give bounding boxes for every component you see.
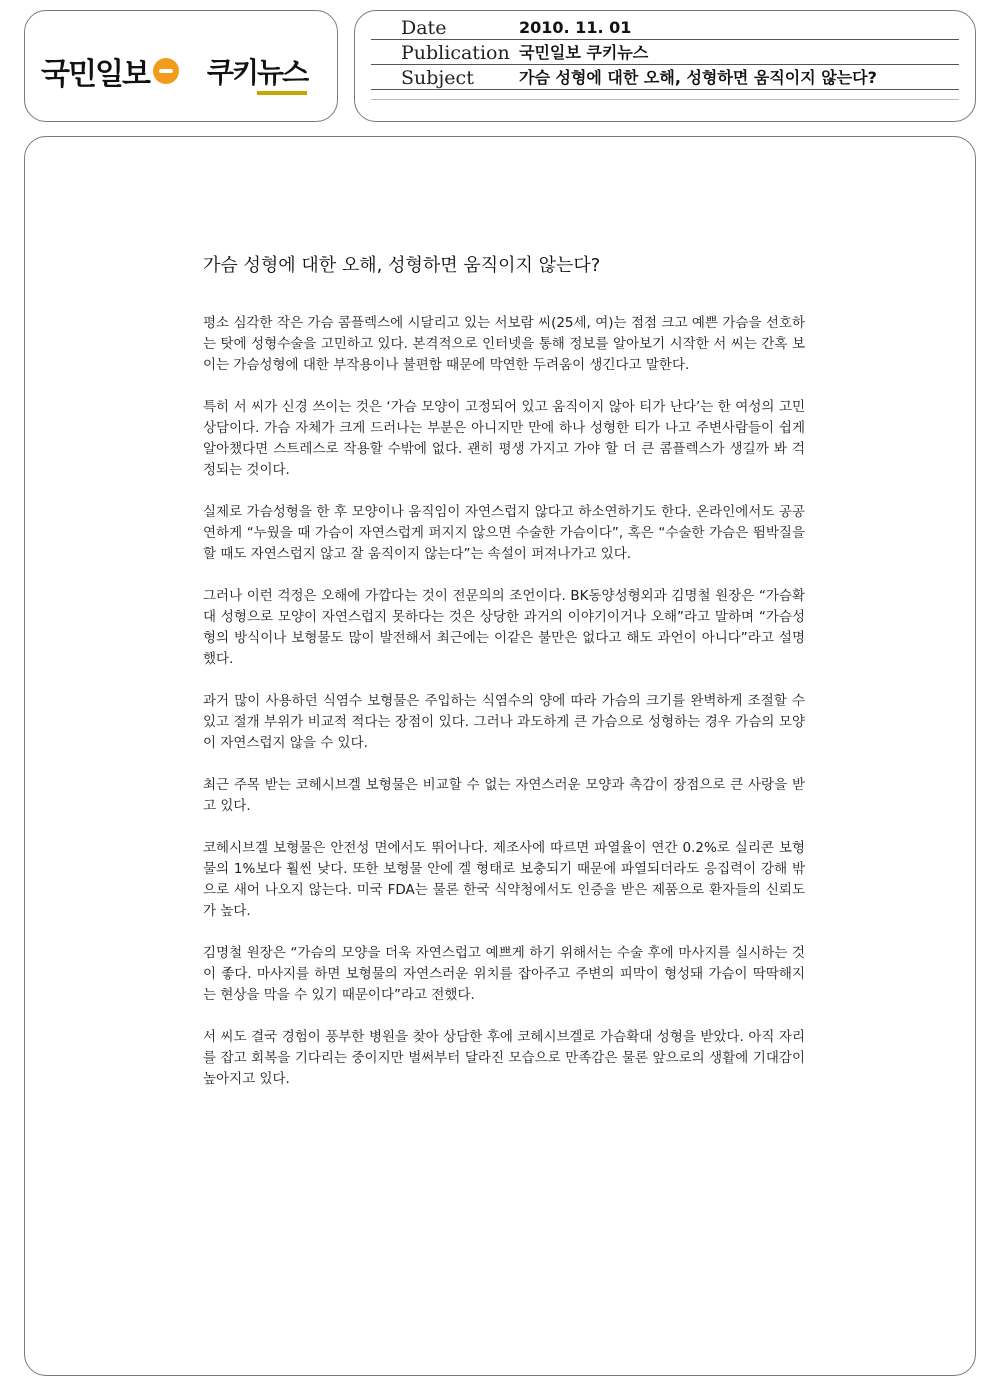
cookie-news-logo xyxy=(207,51,307,91)
subject-label: Subject xyxy=(401,67,474,89)
publisher-logo xyxy=(41,49,307,93)
article-paragraph: 특히 서 씨가 신경 쓰이는 것은 ‘가슴 모양이 고정되어 있고 움직이지 않아 티가 난다’는 한 여성의 고민상담이다. 가슴 자체가 크게 드러나는 부분은 아니지만 만에 하나 성형한 티가 나고 주변사람들이 쉽게 알아챘다면 스트레스로 작용할 수밖에 없다. 괜히 평생 가지고 가야 할 더 큰 콤플렉스가 생길까 봐 걱정되는 것이다. xyxy=(203,399,805,478)
article-paragraph: 실제로 가슴성형을 한 후 모양이나 움직임이 자연스럽지 않다고 하소연하기도 한다. 온라인에서도 공공연하게 “누웠을 때 가슴이 자연스럽게 퍼지지 않으면 수술한 가슴이다”, 혹은 “수술한 가슴은 뜀박질을 할 때도 자연스럽지 않고 잘 움직이지 않는다”는 속설이 퍼져나가고 있다. xyxy=(203,504,805,562)
kmib-logo-icon xyxy=(153,58,179,84)
date-label: Date xyxy=(401,17,447,39)
subject-row xyxy=(371,65,959,90)
article-paragraph: 과거 많이 사용하던 식염수 보형물은 주입하는 식염수의 양에 따라 가슴의 크기를 완벽하게 조절할 수 있고 절개 부위가 비교적 적다는 장점이 있다. 그러나 과도하게 큰 가슴으로 성형하는 경우 가슴의 모양이 자연스럽지 않을 수 있다. xyxy=(203,693,805,751)
logo-panel xyxy=(24,10,338,122)
article-paragraph: 평소 심각한 작은 가슴 콤플렉스에 시달리고 있는 서보람 씨(25세, 여)는 점점 크고 예쁜 가슴을 선호하는 탓에 성형수술을 고민하고 있다. 본격적으로 인터넷을 통해 정보를 알아보기 시작한 서 씨는 간혹 보이는 가슴성형에 대한 부작용이나 불편함 때문에 막연한 두려움이 생긴다고 말한다. xyxy=(203,315,805,373)
date-row xyxy=(371,15,959,40)
article-panel xyxy=(24,136,976,1376)
publication-label: Publication xyxy=(401,42,510,64)
meta-divider xyxy=(371,99,959,100)
kmib-logo-text: 국민일보 xyxy=(41,57,149,92)
news-logo-underline xyxy=(257,91,307,95)
news-logo-text xyxy=(257,51,307,91)
article-body xyxy=(203,313,805,1111)
news-logo-label: 뉴스 xyxy=(257,56,308,89)
meta-panel xyxy=(354,10,976,122)
article-title: 가슴 성형에 대한 오해, 성형하면 움직이지 않는다? xyxy=(203,255,601,276)
publication-value: 국민일보 쿠키뉴스 xyxy=(519,43,649,62)
date-value: 2010. 11. 01 xyxy=(519,18,632,37)
article-paragraph: 코헤시브겔 보형물은 안전성 면에서도 뛰어나다. 제조사에 따르면 파열율이 연간 0.2%로 실리콘 보형물의 1%보다 훨씬 낮다. 또한 보형물 안에 겔 형태로 보충되기 때문에 파열되더라도 응집력이 강해 밖으로 새어 나오지 않는다. 미국 FDA는 물론 한국 식약청에서도 인증을 받은 제품으로 환자들의 신뢰도가 높다. xyxy=(203,840,805,919)
article-paragraph: 최근 주목 받는 코헤시브겔 보형물은 비교할 수 없는 자연스러운 모양과 촉감이 장점으로 큰 사랑을 받고 있다. xyxy=(203,777,805,814)
article-paragraph: 서 씨도 결국 경험이 풍부한 병원을 찾아 상담한 후에 코헤시브겔로 가슴확대 성형을 받았다. 아직 자리를 잡고 회복을 기다리는 중이지만 벌써부터 달라진 모습으로 만족감은 물론 앞으로의 생활에 기대감이 높아지고 있다. xyxy=(203,1029,805,1087)
article-paragraph: 그러나 이런 걱정은 오해에 가깝다는 것이 전문의의 조언이다. BK동양성형외과 김명철 원장은 “가슴확대 성형으로 모양이 자연스럽지 못하다는 것은 상당한 과거의 이야기이거나 오해”라고 말하며 “가슴성형의 방식이나 보형물도 많이 발전해서 최근에는 이같은 불만은 없다고 해도 과언이 아니다”라고 설명했다. xyxy=(203,588,805,667)
article-paragraph: 김명철 원장은 “가슴의 모양을 더욱 자연스럽고 예쁘게 하기 위해서는 수술 후에 마사지를 실시하는 것이 좋다. 마사지를 하면 보형물의 자연스러운 위치를 잡아주고 주변의 피막이 형성돼 가슴이 딱딱해지는 현상을 막을 수 있기 때문이다”라고 전했다. xyxy=(203,945,805,1003)
publication-row xyxy=(371,40,959,65)
subject-value: 가슴 성형에 대한 오해, 성형하면 움직이지 않는다? xyxy=(519,68,877,87)
cookie-logo-text: 쿠키 xyxy=(206,56,258,89)
